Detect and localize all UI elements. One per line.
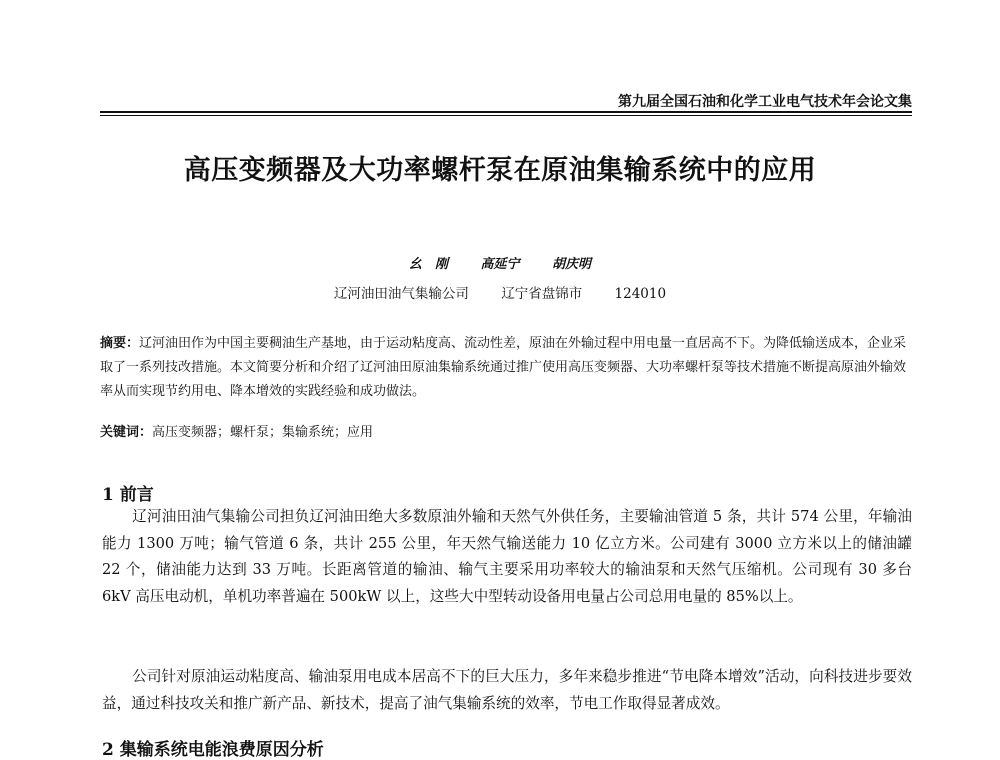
affiliation-org: 辽河油田油气集输公司 bbox=[333, 286, 469, 302]
keywords-label: 关键词： bbox=[100, 425, 153, 440]
section-heading-intro: 1 前言 bbox=[102, 485, 154, 505]
header-rule bbox=[100, 111, 912, 113]
paragraph bbox=[102, 664, 912, 717]
author-name: 胡庆明 bbox=[552, 257, 592, 272]
paragraph bbox=[102, 504, 912, 610]
keywords-text: 高压变频器；螺杆泵；集输系统；应用 bbox=[152, 425, 374, 440]
section-heading-analysis: 2 集输系统电能浪费原因分析 bbox=[102, 740, 324, 760]
abstract-text: 辽河油田作为中国主要稠油生产基地，由于运动粘度高、流动性差，原油在外输过程中用电量一直居高不下。为降低输送成本，企业采取了一系列技改措施。本文简要分析和介绍了辽河油田原油集输系统通过推广使用高压变频器、大功率螺杆泵等技术措施不断提高原油外输效率从而实现节约用电、降本增效的实践经验和成功做法。 bbox=[100, 336, 907, 399]
affiliation-place: 辽宁省盘锦市 bbox=[501, 286, 583, 302]
author-list bbox=[0, 253, 1000, 272]
affiliation bbox=[0, 282, 1000, 302]
abstract bbox=[100, 332, 912, 404]
paragraph-text: 公司针对原油运动粘度高、输油泵用电成本居高不下的巨大压力，多年来稳步推进“节电降本增效”活动，向科技进步要效益，通过科技攻关和推广新产品、新技术，提高了油气集输系统的效率，节电工作取得显著成效。 bbox=[102, 668, 912, 712]
abstract-label: 摘要： bbox=[100, 336, 140, 351]
paragraph-text: 辽河油田油气集输公司担负辽河油田绝大多数原油外输和天然气外供任务，主要输油管道 5 条，共计 574 公里，年输油能力 1300 万吨；输气管道 6 条，共计 255 公里，年天然气输送能力 10 亿立方米。公司建有 3000 立方米以上的储油罐 22 个，储油能力达到 33 万吨。长距离管道的输油、输气主要采用功率较大的输油泵和天然气压缩机。公司现有 30 多台 6kV 高压电动机，单机功率普遍在 500kW 以上，这些大中型转动设备用电量占公司总用电量的 85%以上。 bbox=[102, 508, 912, 605]
running-header: 第九届全国石油和化学工业电气技术年会论文集 bbox=[618, 94, 912, 110]
author-name: 高延宁 bbox=[480, 257, 520, 272]
header-rule-thin bbox=[100, 115, 912, 116]
author-name: 幺 刚 bbox=[408, 257, 448, 272]
keywords bbox=[100, 421, 912, 445]
paper-title: 高压变频器及大功率螺杆泵在原油集输系统中的应用 bbox=[183, 155, 817, 186]
affiliation-postcode: 124010 bbox=[614, 286, 667, 302]
